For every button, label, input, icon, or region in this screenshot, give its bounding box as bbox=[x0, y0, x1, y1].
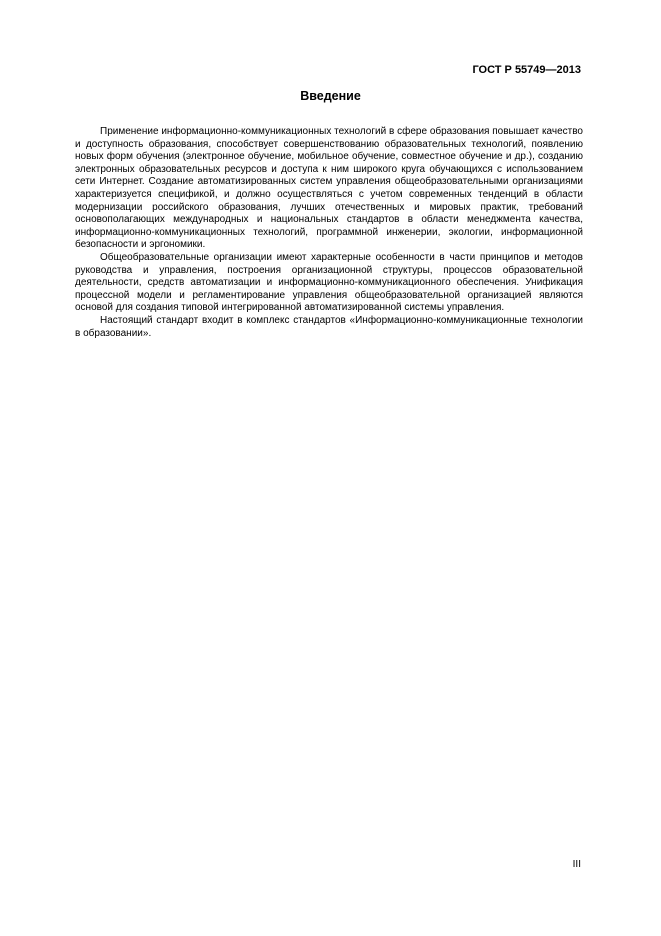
section-title: Введение bbox=[300, 89, 361, 103]
page-number: III bbox=[572, 859, 581, 870]
section-body bbox=[75, 126, 583, 340]
paragraph: Общеобразовательные организации имеют характерные особенности в части принципов и методов руководства и управления, построения организационной структуры, процессов образовательной деятельности, средств автоматизации и информационно-коммуникационного обеспечения. Унификация процессной модели и регламентирование управления общеобразовательной организацией являются основой для создания типовой интегрированной автоматизированной системы управления. bbox=[75, 251, 583, 314]
document-code: ГОСТ Р 55749—2013 bbox=[472, 64, 581, 76]
paragraph: Применение информационно-коммуникационных технологий в сфере образования повышает качество и доступность образования, способствует совершенствованию образовательных технологий, появлению новых форм обучения (электронное обучение, мобильное обучение, совместное обучение и др.), созданию электронных образовательных ресурсов и доступа к ним широкого круга обучающихся с использованием сети Интернет. Создание автоматизированных систем управления общеобразовательными организациями характеризуется спецификой, и должно осуществляться с учетом современных тенденций в области модернизации российского образования, лучших отечественных и мировых практик, требований основополагающих международных и национальных стандартов в области менеджмента качества, информационно-коммуникационных технологий, программной инженерии, экологии, информационной безопасности и эргономики. bbox=[75, 126, 583, 251]
paragraph: Настоящий стандарт входит в комплекс стандартов «Информационно-коммуникационные технологии в образовании». bbox=[75, 314, 583, 339]
